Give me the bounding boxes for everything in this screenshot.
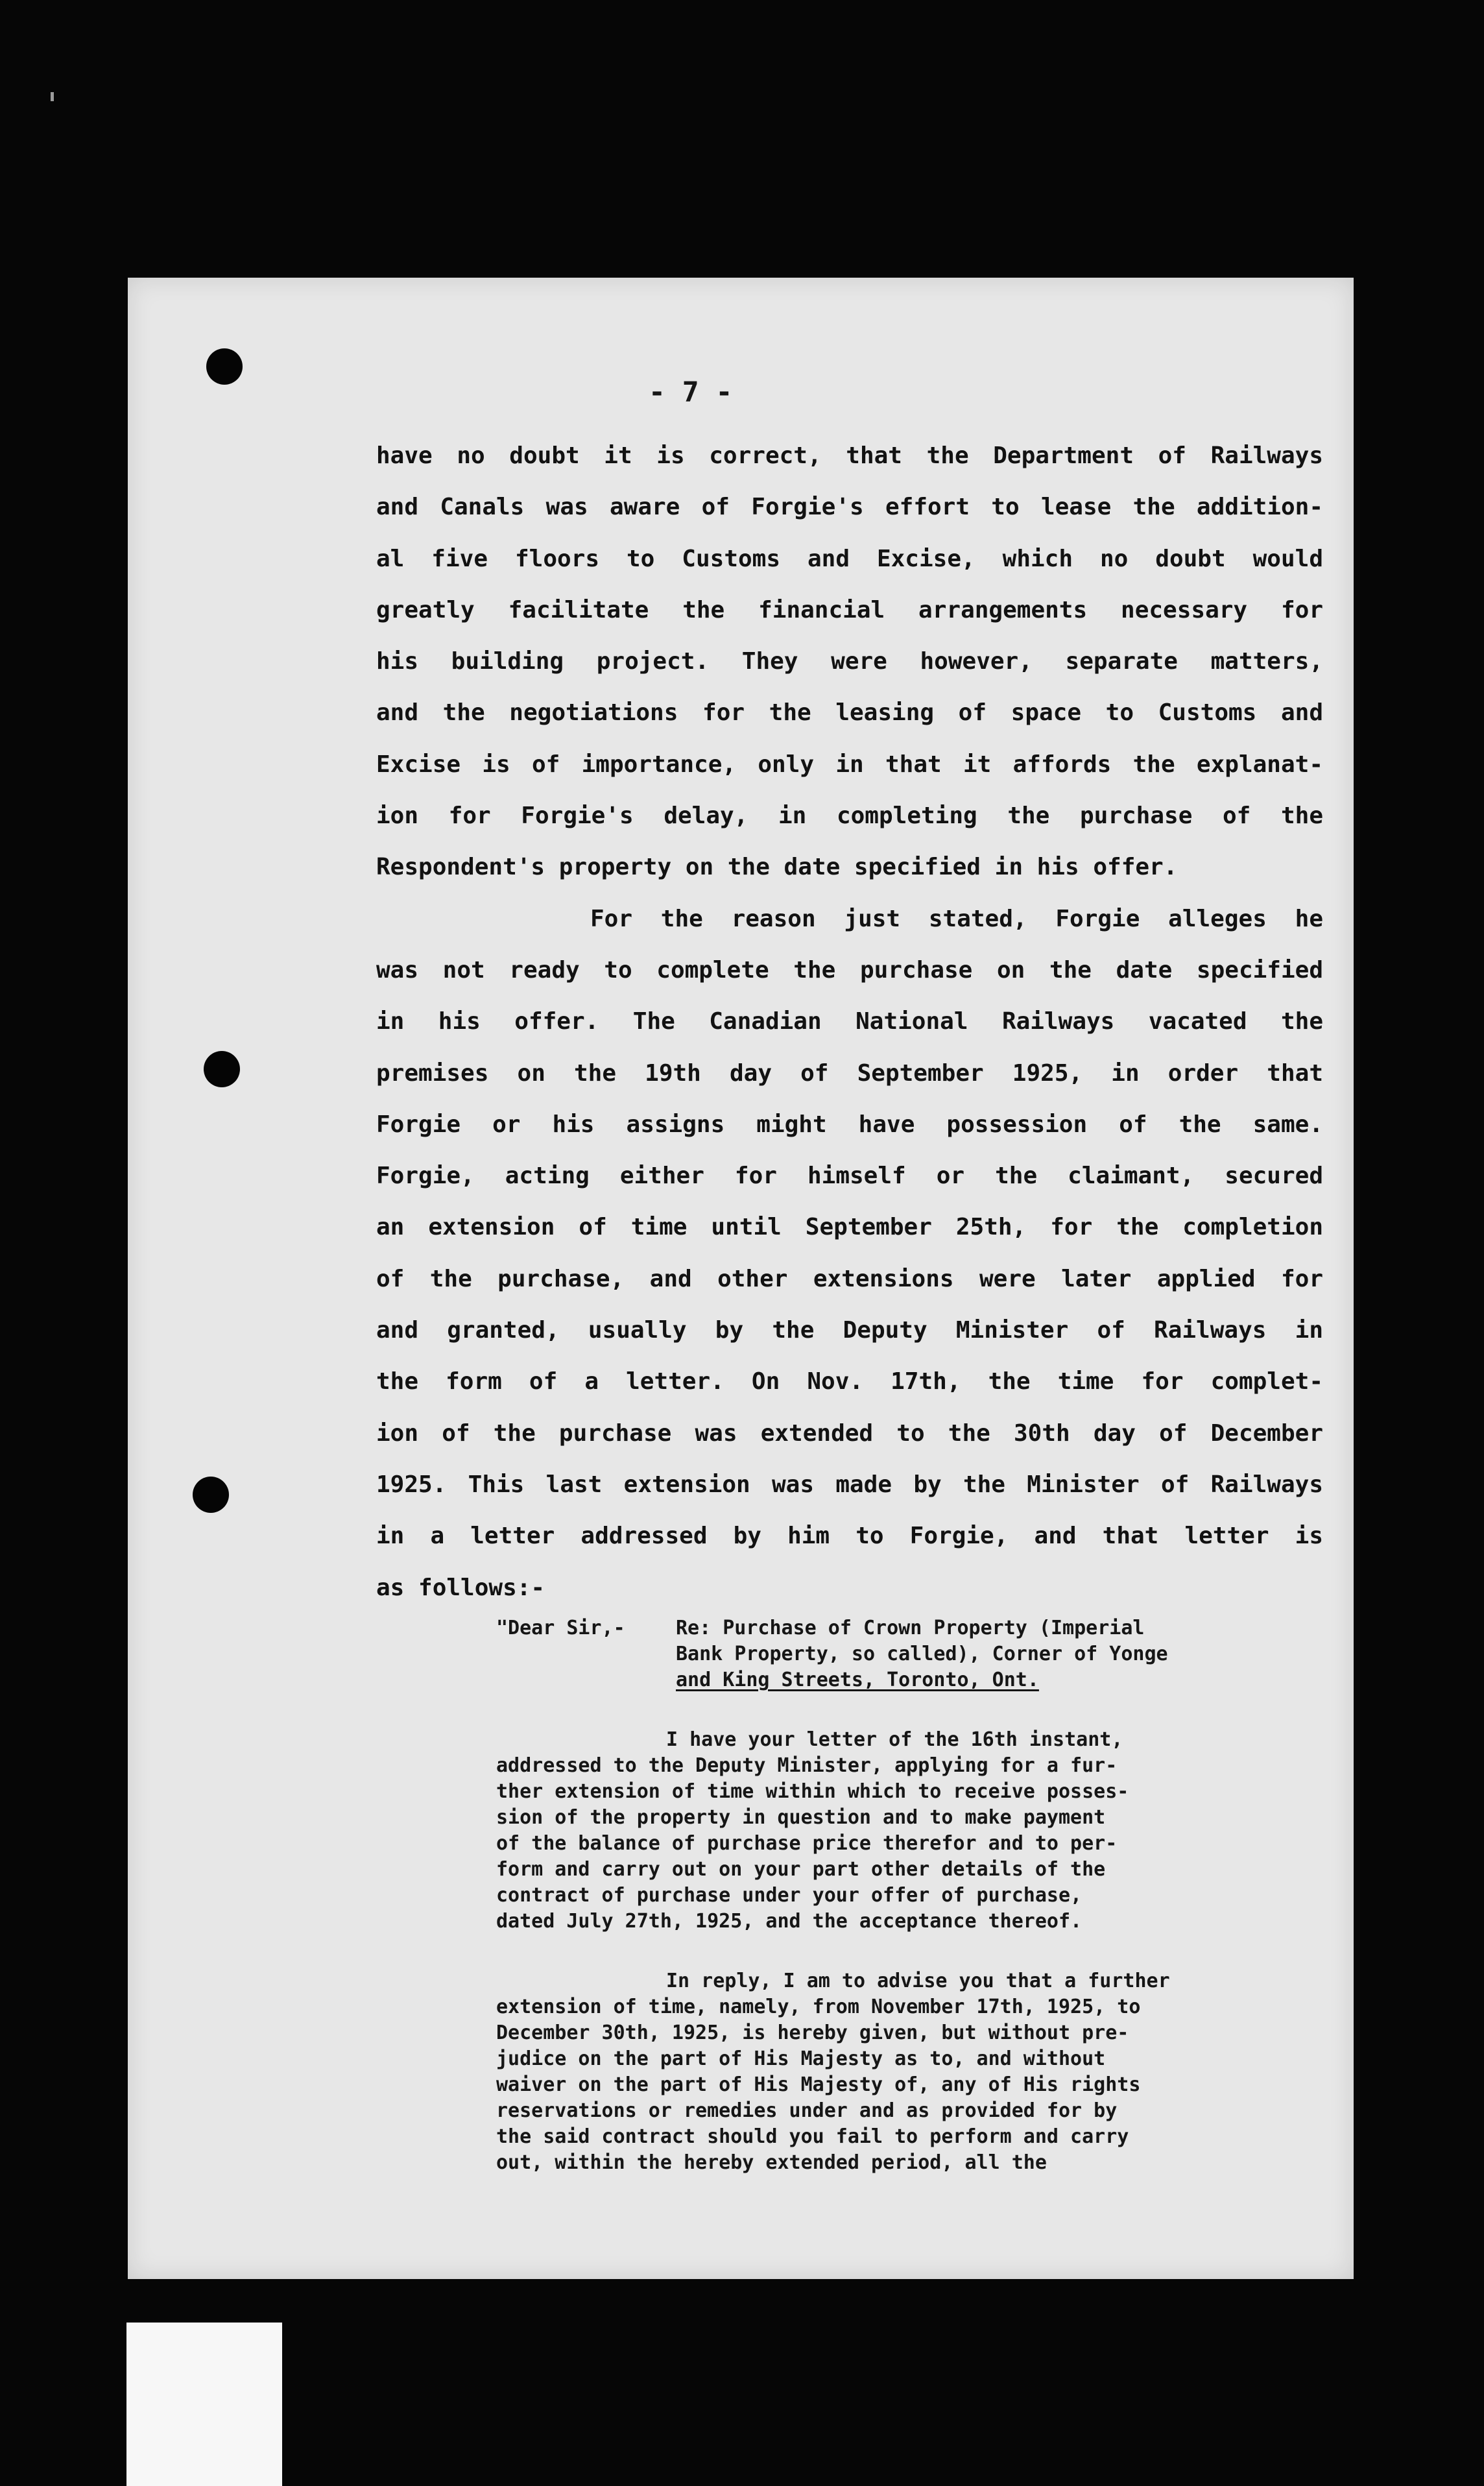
letter-line: extension of time, namely, from November 17th, 1925, to [496, 1996, 1141, 2018]
text-line: the form of a letter. On Nov. 17th, the time for complet- [376, 1368, 1323, 1395]
text-line: and granted, usually by the Deputy Minister of Railways in [376, 1317, 1323, 1344]
letter-line: I have your letter of the 16th instant, [666, 1728, 1123, 1751]
text-line: and Canals was aware of Forgie's effort to lease the addition- [376, 494, 1323, 521]
page-number: - 7 - [649, 376, 733, 409]
text-line: and the negotiations for the leasing of space to Customs and [376, 699, 1323, 727]
text-line: in a letter addressed by him to Forgie, and that letter is [376, 1523, 1323, 1550]
text-line: in his offer. The Canadian National Railways vacated the [376, 1008, 1323, 1035]
film-label-tab [126, 2323, 282, 2486]
letter-line: judice on the part of His Majesty as to, and without [496, 2047, 1106, 2070]
letter-line: sion of the property in question and to make payment [496, 1806, 1106, 1829]
letter-line: ther extension of time within which to receive posses- [496, 1780, 1129, 1803]
punch-hole-middle [204, 1051, 240, 1087]
text-line: Forgie or his assigns might have possession of the same. [376, 1111, 1323, 1138]
punch-hole-bottom [193, 1477, 229, 1513]
letter-line: contract of purchase under your offer of purchase, [496, 1884, 1083, 1907]
letter-line: addressed to the Deputy Minister, applying for a fur- [496, 1754, 1118, 1777]
text-line: greatly facilitate the financial arrangements necessary for [376, 596, 1323, 623]
letter-line: the said contract should you fail to perform and carry [496, 2125, 1129, 2148]
letter-heading [496, 1615, 1356, 1693]
punch-hole-top [206, 348, 243, 385]
text-line: For the reason just stated, Forgie alleges he [590, 905, 1323, 932]
subject-line: and King Streets, Toronto, Ont. [676, 1669, 1039, 1691]
letter-salutation: "Dear Sir,- [496, 1617, 625, 1639]
text-line: al five floors to Customs and Excise, which no doubt would [376, 545, 1323, 572]
subject-line: Re: Purchase of Crown Property (Imperial [676, 1617, 1145, 1639]
text-line: was not ready to complete the purchase on the date specified [376, 956, 1323, 984]
letter-line: out, within the hereby extended period, all the [496, 2151, 1047, 2174]
letter-line: form and carry out on your part other details of the [496, 1858, 1106, 1881]
letter-line: waiver on the part of His Majesty of, any of His rights [496, 2073, 1141, 2096]
letter-line: of the balance of purchase price therefor and to per- [496, 1832, 1118, 1855]
letter-line: December 30th, 1925, is hereby given, but without pre- [496, 2021, 1129, 2044]
text-line: ion of the purchase was extended to the 30th day of December [376, 1419, 1323, 1447]
letter-paragraph [496, 1727, 1356, 1935]
text-line: 1925. This last extension was made by the Minister of Railways [376, 1471, 1323, 1498]
text-line: an extension of time until September 25th, for the completion [376, 1214, 1323, 1241]
text-line: ion for Forgie's delay, in completing the purchase of the [376, 803, 1323, 830]
letter-line: reservations or remedies under and as provided for by [496, 2099, 1118, 2122]
text-line: his building project. They were however, separate matters, [376, 648, 1323, 675]
quoted-letter [496, 1615, 1356, 2176]
text-line: have no doubt it is correct, that the Department of Railways [376, 442, 1323, 469]
subject-line: Bank Property, so called), Corner of Yonge [676, 1643, 1168, 1665]
text-line: premises on the 19th day of September 1925, in order that [376, 1059, 1323, 1087]
letter-paragraph [496, 1968, 1356, 2176]
text-line: of the purchase, and other extensions were later applied for [376, 1265, 1323, 1292]
film-speck [51, 92, 54, 101]
text-line: Excise is of importance, only in that it affords the explanat- [376, 751, 1323, 778]
letter-subject [676, 1615, 1356, 1693]
letter-line: In reply, I am to advise you that a further [666, 1970, 1170, 1992]
body-text [376, 430, 1323, 1613]
text-line: Forgie, acting either for himself or the claimant, secured [376, 1163, 1323, 1190]
letter-line: dated July 27th, 1925, and the acceptance thereof. [496, 1910, 1083, 1933]
text-line: Respondent's property on the date specified in his offer. [376, 854, 1178, 881]
text-line: as follows:- [376, 1574, 545, 1601]
